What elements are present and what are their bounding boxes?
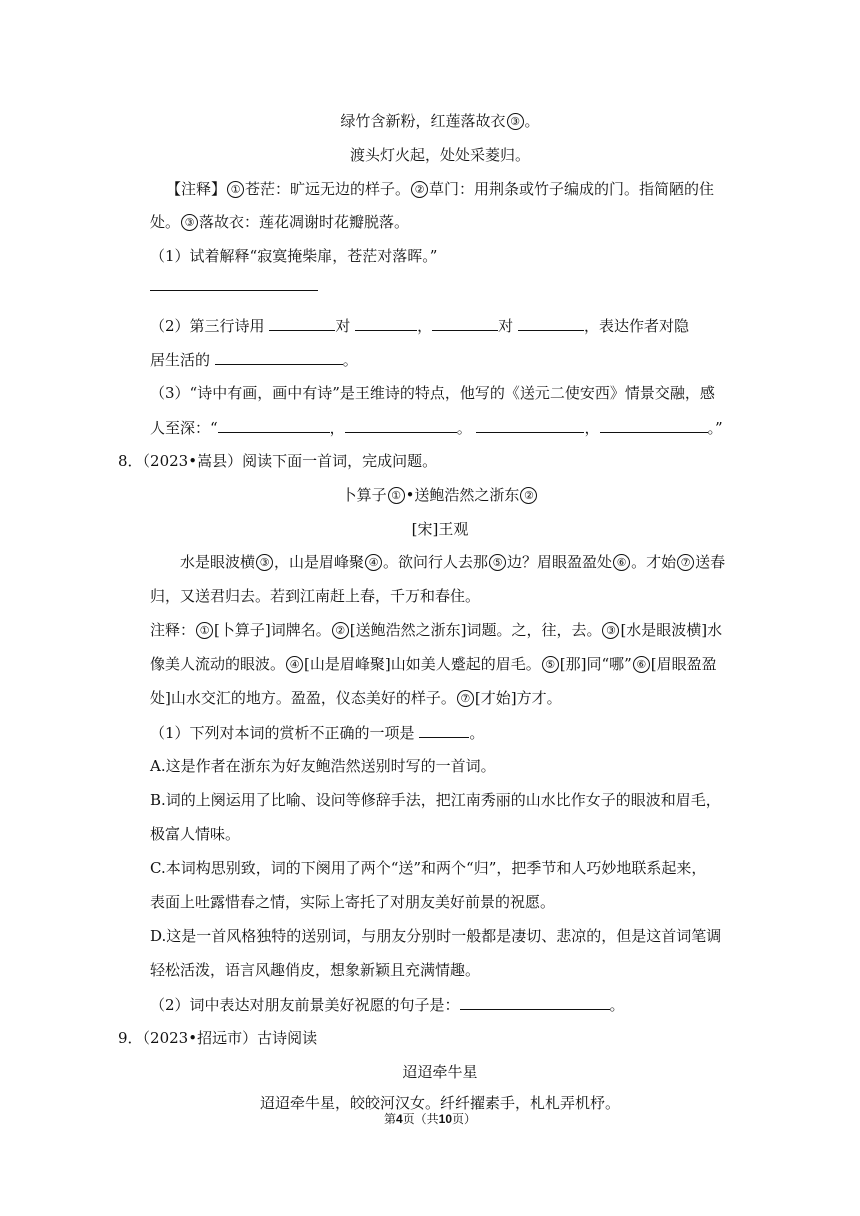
page-number: 4 bbox=[395, 1112, 403, 1126]
poem-text: 。欲问行人去那 bbox=[383, 553, 489, 571]
question-punct: ， bbox=[417, 317, 433, 335]
answer-line-7-1[interactable] bbox=[150, 272, 730, 298]
question-7-3 bbox=[150, 380, 730, 406]
poem-text: ，山是眉峰聚 bbox=[274, 553, 365, 571]
circled-number-7: ⑦ bbox=[677, 554, 694, 571]
poem-title-text: •送鲍浩然之浙东 bbox=[405, 486, 520, 504]
option-text: D.这是一首风格独特的送别词，与朋友分别时一般都是凄切、悲凉的，但是这首词笔调 bbox=[150, 927, 722, 945]
poem-text: 归，又送君归去。若到江南赶上春，千万和春住。 bbox=[150, 587, 481, 605]
poem-text: 渡头灯火起，处处采菱归。 bbox=[349, 146, 530, 164]
question-7-2 bbox=[150, 312, 730, 338]
option-text: C.本词构思别致，词的下阕用了两个“送”和两个“归”，把季节和人巧妙地联系起来， bbox=[150, 859, 707, 877]
poem-text: 。才始 bbox=[631, 553, 677, 571]
question-8-1 bbox=[150, 719, 730, 745]
answer-blank[interactable] bbox=[150, 272, 318, 291]
question-punct: ， bbox=[584, 419, 600, 437]
question-7-2-cont bbox=[150, 346, 730, 372]
question-text: （1）试着解释“寂寞掩柴扉，苍茫对落晖。” bbox=[150, 247, 438, 265]
poem7-notes-2 bbox=[150, 209, 730, 235]
note-text: [山是眉峰聚]山如美人蹙起的眉毛。 bbox=[304, 655, 541, 673]
question-text: （3）“诗中有画，画中有诗”是王维诗的特点，他写的《送元二使安西》情景交融，感 bbox=[150, 384, 715, 402]
footer-text: 页（共 bbox=[402, 1112, 439, 1126]
poem-line-1 bbox=[150, 108, 730, 134]
answer-blank[interactable] bbox=[419, 719, 469, 738]
question-punct: 。” bbox=[707, 419, 723, 437]
poem-text: 迢迢牵牛星，皎皎河汉女。纤纤擢素手，札札弄机杼。 bbox=[259, 1094, 620, 1112]
question-text: ，表达作者对隐 bbox=[583, 317, 689, 335]
option-text: A.这是作者在浙东为好友鲍浩然送别时写的一首词。 bbox=[150, 757, 496, 775]
page-footer bbox=[0, 1110, 860, 1127]
circled-number-5: ⑤ bbox=[542, 656, 559, 673]
note-label: 【注释】 bbox=[166, 180, 227, 198]
poem-author bbox=[150, 516, 730, 542]
question-text: （2）第三行诗用 bbox=[150, 317, 265, 335]
question-punct: ， bbox=[329, 419, 345, 437]
poem-body-2 bbox=[150, 583, 730, 609]
circled-number-1: ① bbox=[227, 181, 244, 198]
circled-number-4: ④ bbox=[286, 656, 303, 673]
circled-number-6: ⑥ bbox=[633, 656, 650, 673]
circled-number-2: ② bbox=[520, 487, 537, 504]
poem-punct: 。 bbox=[524, 112, 540, 130]
note-text: [眉眼盈盈 bbox=[650, 655, 717, 673]
poem-title bbox=[150, 482, 730, 508]
option-c[interactable] bbox=[150, 855, 730, 881]
note-text: [送鲍浩然之浙东]词题。之，往，去。 bbox=[349, 621, 602, 639]
circled-number-2: ② bbox=[332, 622, 349, 639]
question-punct: 。 bbox=[456, 419, 472, 437]
option-text: B.词的上阕运用了比喻、设问等修辞手法，把江南秀丽的山水比作女子的眼波和眉毛， bbox=[150, 791, 721, 809]
answer-blank[interactable] bbox=[355, 312, 417, 331]
circled-number-5: ⑤ bbox=[489, 554, 506, 571]
poem-title-text: 卜算子 bbox=[341, 486, 387, 504]
circled-number-2: ② bbox=[411, 181, 428, 198]
option-text: 表面上吐露惜春之情，实际上寄托了对朋友美好前景的祝愿。 bbox=[150, 893, 556, 911]
circled-number-1: ① bbox=[388, 487, 405, 504]
answer-blank[interactable] bbox=[432, 312, 498, 331]
option-text: 轻松活泼，语言风趣俏皮，想象新颖且充满情趣。 bbox=[150, 961, 481, 979]
answer-blank[interactable] bbox=[518, 312, 584, 331]
question-number: 8． bbox=[118, 452, 143, 470]
question-text: （2023•招远市）古诗阅读 bbox=[142, 1029, 318, 1047]
answer-blank[interactable] bbox=[345, 414, 457, 433]
footer-text: 第 bbox=[383, 1112, 396, 1126]
question-9-stem bbox=[118, 1025, 730, 1051]
circled-number-3: ③ bbox=[181, 214, 198, 231]
poem7-notes-1 bbox=[166, 176, 730, 202]
note-text: 处]山水交汇的地方。盈盈，仪态美好的样子。 bbox=[150, 689, 456, 707]
note-text: 落故衣：莲花凋谢时花瓣脱落。 bbox=[199, 213, 410, 231]
q8-notes-3 bbox=[150, 685, 730, 711]
poem-text: 绿竹含新粉，红莲落故衣 bbox=[340, 112, 506, 130]
note-label: 注释： bbox=[150, 621, 196, 639]
question-punct: 。 bbox=[469, 724, 485, 742]
poem-body-1 bbox=[180, 549, 730, 575]
option-b-cont bbox=[150, 821, 730, 847]
question-punct: 。 bbox=[609, 996, 625, 1014]
note-text: 苍茫：旷远无边的样子。 bbox=[245, 180, 411, 198]
answer-blank[interactable] bbox=[460, 991, 610, 1010]
question-punct: 。 bbox=[342, 351, 358, 369]
poem-title-text: 迢迢牵牛星 bbox=[402, 1063, 478, 1081]
circled-number-3: ③ bbox=[602, 622, 619, 639]
answer-blank[interactable] bbox=[215, 346, 343, 365]
page-total: 10 bbox=[438, 1112, 453, 1126]
circled-number-6: ⑥ bbox=[613, 554, 630, 571]
poem-text: 送春 bbox=[695, 553, 726, 571]
answer-blank[interactable] bbox=[269, 312, 335, 331]
poem-line-2 bbox=[150, 142, 730, 168]
option-b[interactable] bbox=[150, 787, 730, 813]
option-d[interactable] bbox=[150, 923, 730, 949]
question-8-2 bbox=[150, 991, 730, 1017]
question-text: 对 bbox=[498, 317, 514, 335]
note-text: 处。 bbox=[150, 213, 181, 231]
note-text: 像美人流动的眼波。 bbox=[150, 655, 286, 673]
option-a[interactable] bbox=[150, 753, 730, 779]
question-text: （2）词中表达对朋友前景美好祝愿的句子是： bbox=[150, 996, 460, 1014]
question-text: 居生活的 bbox=[150, 351, 211, 369]
note-text: 草门：用荆条或竹子编成的门。指简陋的住 bbox=[429, 180, 715, 198]
circled-number-7: ⑦ bbox=[457, 690, 474, 707]
poem-text: 水是眼波横 bbox=[180, 553, 256, 571]
footer-text: 页） bbox=[452, 1112, 477, 1126]
question-text: （1）下列对本词的赏析不正确的一项是 bbox=[150, 724, 415, 742]
note-text: [卜算子]词牌名。 bbox=[214, 621, 331, 639]
question-7-3-cont bbox=[150, 414, 730, 440]
q8-notes-2 bbox=[150, 651, 730, 677]
question-number: 9． bbox=[118, 1029, 143, 1047]
answer-blank[interactable] bbox=[600, 414, 708, 433]
option-text: 极富人情味。 bbox=[150, 825, 241, 843]
note-text: [才始]方才。 bbox=[474, 689, 562, 707]
circled-number-3: ③ bbox=[507, 113, 524, 130]
poem-title bbox=[150, 1059, 730, 1085]
note-text: [水是眼波横]水 bbox=[620, 621, 723, 639]
circled-number-4: ④ bbox=[365, 554, 382, 571]
option-d-cont bbox=[150, 957, 730, 983]
poem-text: 边？眉眼盈盈处 bbox=[507, 553, 613, 571]
option-c-cont bbox=[150, 889, 730, 915]
question-8-stem bbox=[118, 448, 730, 474]
circled-number-3: ③ bbox=[256, 554, 273, 571]
answer-blank[interactable] bbox=[218, 414, 330, 433]
author-text: [宋]王观 bbox=[411, 520, 469, 538]
question-text: （2023•嵩县）阅读下面一首词，完成问题。 bbox=[142, 452, 438, 470]
question-text: 对 bbox=[335, 317, 351, 335]
circled-number-1: ① bbox=[196, 622, 213, 639]
question-7-1 bbox=[150, 243, 730, 269]
note-text: [那]同“哪” bbox=[559, 655, 632, 673]
answer-blank[interactable] bbox=[476, 414, 584, 433]
q8-notes-1 bbox=[150, 617, 730, 643]
question-text: 人至深：“ bbox=[150, 419, 218, 437]
